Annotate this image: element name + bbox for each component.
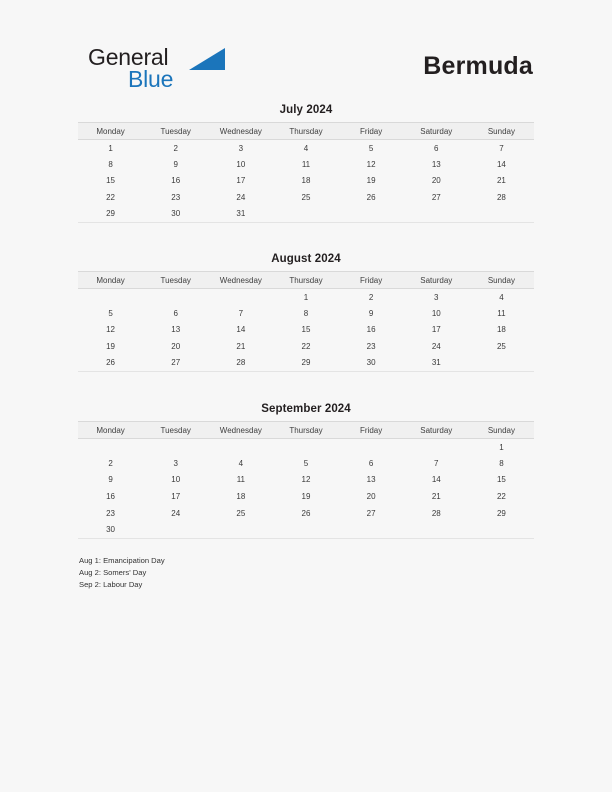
- calendar-week-row: [78, 439, 534, 456]
- calendar-day-cell[interactable]: 8: [499, 458, 504, 468]
- calendar-day-cell[interactable]: 10: [431, 308, 441, 318]
- calendar-body: [78, 140, 534, 223]
- calendar-day-cell[interactable]: 16: [171, 176, 181, 186]
- calendar-day-cell[interactable]: 2: [108, 458, 113, 468]
- calendar-day-empty: [404, 439, 469, 456]
- calendar-day-cell[interactable]: 7: [499, 143, 504, 153]
- calendar-day-cell[interactable]: 19: [106, 342, 116, 352]
- calendar-day-cell[interactable]: 19: [301, 492, 311, 502]
- calendar-day-cell[interactable]: 15: [496, 475, 506, 485]
- calendar-day-cell[interactable]: 16: [106, 492, 116, 502]
- calendar-day-cell[interactable]: 18: [496, 325, 506, 335]
- calendar-day-cell[interactable]: 27: [143, 355, 208, 372]
- calendar-day-empty: [273, 521, 338, 538]
- calendar-day-cell[interactable]: 20: [171, 342, 181, 352]
- weekday-header-friday: Friday: [339, 422, 404, 439]
- calendar-table: [78, 421, 534, 539]
- calendar-day-empty: [143, 289, 208, 306]
- calendar-day-cell[interactable]: 26: [301, 508, 311, 518]
- calendar-day-cell[interactable]: 27: [366, 508, 376, 518]
- weekday-header-tuesday: Tuesday: [143, 272, 208, 289]
- weekday-header-wednesday: Wednesday: [208, 422, 273, 439]
- calendar-day-cell[interactable]: 4: [303, 143, 309, 153]
- calendar-day-cell[interactable]: 6: [173, 308, 178, 318]
- calendar-day-cell[interactable]: 30: [143, 206, 208, 223]
- calendar-day-cell[interactable]: 28: [496, 193, 506, 203]
- calendar-week-row: [78, 455, 534, 472]
- weekday-header-row: [78, 272, 534, 289]
- calendar-day-cell[interactable]: 26: [366, 193, 376, 203]
- calendar-day-cell[interactable]: 29: [78, 206, 143, 223]
- weekday-header-tuesday: Tuesday: [143, 422, 208, 439]
- calendar-head: [78, 123, 534, 140]
- calendar-head: [78, 422, 534, 439]
- logo-triangle-icon: [189, 48, 225, 70]
- weekday-header-thursday: Thursday: [273, 123, 338, 140]
- weekday-header-saturday: Saturday: [404, 422, 469, 439]
- calendar-day-cell[interactable]: 9: [173, 159, 178, 169]
- weekday-header-wednesday: Wednesday: [208, 272, 273, 289]
- calendar-day-empty: [273, 206, 338, 223]
- calendar-day-cell[interactable]: 14: [496, 159, 506, 169]
- calendar-day-cell[interactable]: 24: [236, 193, 246, 203]
- calendar-day-cell[interactable]: 6: [368, 458, 374, 468]
- calendar-day-cell[interactable]: 13: [366, 475, 376, 485]
- calendar-week-row: [78, 338, 534, 355]
- calendar-week-row: [78, 488, 534, 505]
- weekday-header-saturday: Saturday: [404, 272, 469, 289]
- calendar-day-cell[interactable]: 18: [301, 176, 311, 186]
- calendar-day-cell[interactable]: 1: [303, 292, 309, 302]
- calendar-day-cell[interactable]: 29: [273, 355, 338, 372]
- calendar-day-cell[interactable]: 10: [236, 159, 246, 169]
- calendar-day-cell[interactable]: 28: [431, 508, 441, 518]
- calendar-day-cell[interactable]: 11: [497, 308, 506, 318]
- calendar-day-cell[interactable]: 25: [236, 508, 246, 518]
- calendar-day-empty: [469, 355, 534, 372]
- calendar-day-cell[interactable]: 28: [208, 355, 273, 372]
- calendar-week-row: [78, 305, 534, 322]
- calendar-day-empty: [339, 521, 404, 538]
- calendar-week-row: [78, 173, 534, 190]
- month-block-july: [78, 104, 534, 223]
- calendar-day-empty: [339, 439, 404, 456]
- calendar-day-cell[interactable]: 3: [238, 143, 244, 153]
- calendar-week-row: [78, 505, 534, 522]
- calendar-day-cell[interactable]: 23: [106, 508, 116, 518]
- calendar-table: [78, 122, 534, 223]
- calendar-day-cell[interactable]: 1: [499, 442, 504, 452]
- calendar-day-cell[interactable]: 6: [434, 143, 439, 153]
- month-block-september: [78, 403, 534, 539]
- weekday-header-friday: Friday: [339, 123, 404, 140]
- weekday-header-sunday: Sunday: [469, 272, 534, 289]
- calendar-day-cell[interactable]: 24: [431, 342, 441, 352]
- calendar-week-row: [78, 140, 534, 157]
- calendar-day-cell[interactable]: 12: [106, 325, 116, 335]
- calendar-day-cell[interactable]: 26: [78, 355, 143, 372]
- calendar-day-cell[interactable]: 21: [431, 492, 441, 502]
- calendar-day-cell[interactable]: 21: [496, 176, 506, 186]
- calendar-day-empty: [143, 521, 208, 538]
- calendar-day-cell[interactable]: 17: [171, 492, 181, 502]
- logo-text-blue: Blue: [128, 66, 174, 92]
- weekday-header-tuesday: Tuesday: [143, 123, 208, 140]
- calendar-day-cell[interactable]: 3: [434, 292, 439, 302]
- calendar-day-cell[interactable]: 30: [339, 355, 404, 372]
- weekday-header-friday: Friday: [339, 272, 404, 289]
- calendar-week-row: [78, 289, 534, 306]
- calendar-day-cell[interactable]: 13: [171, 325, 181, 335]
- calendar-day-cell[interactable]: 2: [173, 143, 178, 153]
- calendar-day-cell[interactable]: 20: [366, 492, 376, 502]
- calendar-day-cell[interactable]: 5: [368, 143, 374, 153]
- calendar-week-row: [78, 206, 534, 223]
- calendar-body: [78, 439, 534, 539]
- month-title: August 2024: [271, 253, 341, 265]
- calendar-table: [78, 271, 534, 372]
- weekday-header-sunday: Sunday: [469, 422, 534, 439]
- weekday-header-row: [78, 123, 534, 140]
- weekday-header-saturday: Saturday: [404, 123, 469, 140]
- calendar-day-cell[interactable]: 10: [171, 475, 181, 485]
- calendar-head: [78, 272, 534, 289]
- calendar-day-cell[interactable]: 5: [108, 308, 113, 318]
- calendar-day-cell[interactable]: 14: [236, 325, 246, 335]
- calendar-day-cell[interactable]: 18: [236, 492, 246, 502]
- calendar-day-cell[interactable]: 7: [238, 308, 244, 318]
- calendar-day-cell[interactable]: 7: [434, 458, 439, 468]
- calendar-day-cell[interactable]: 20: [431, 176, 441, 186]
- weekday-header-monday: Monday: [78, 123, 143, 140]
- calendar-day-cell[interactable]: 4: [238, 458, 244, 468]
- calendar-day-empty: [339, 206, 404, 223]
- calendar-day-empty: [78, 289, 143, 306]
- calendar-day-cell[interactable]: 25: [301, 193, 311, 203]
- calendar-week-row: [78, 355, 534, 372]
- calendar-day-cell[interactable]: 8: [108, 159, 113, 169]
- holiday-notes-list: [79, 555, 479, 592]
- calendar-day-empty: [404, 206, 469, 223]
- calendar-day-empty: [404, 521, 469, 538]
- month-title: July 2024: [279, 104, 333, 116]
- weekday-header-thursday: Thursday: [273, 422, 338, 439]
- calendar-body: [78, 289, 534, 372]
- calendar-day-cell[interactable]: 5: [303, 458, 309, 468]
- calendar-day-cell[interactable]: 22: [496, 492, 506, 502]
- calendar-day-cell[interactable]: 31: [404, 355, 469, 372]
- page-title: Bermuda: [423, 52, 533, 80]
- calendar-day-cell[interactable]: 21: [236, 342, 246, 352]
- weekday-header-wednesday: Wednesday: [208, 123, 273, 140]
- calendar-day-cell[interactable]: 15: [301, 325, 311, 335]
- calendar-day-cell[interactable]: 3: [173, 458, 178, 468]
- calendar-day-cell[interactable]: 15: [106, 176, 116, 186]
- weekday-header-thursday: Thursday: [273, 272, 338, 289]
- calendar-week-row: [78, 322, 534, 339]
- calendar-day-empty: [469, 521, 534, 538]
- holiday-note: Aug 1: Emancipation Day: [79, 556, 165, 565]
- holiday-note: Sep 2: Labour Day: [79, 580, 143, 590]
- general-blue-logo[interactable]: [88, 44, 268, 90]
- calendar-day-cell[interactable]: 14: [431, 475, 441, 485]
- calendar-week-row: [78, 156, 534, 173]
- calendar-day-cell[interactable]: 4: [499, 292, 504, 302]
- calendar-day-cell[interactable]: 29: [496, 508, 506, 518]
- weekday-header-monday: Monday: [78, 422, 143, 439]
- calendar-day-cell[interactable]: 1: [108, 143, 113, 153]
- calendar-day-empty: [143, 439, 208, 456]
- calendar-day-cell[interactable]: 24: [171, 508, 181, 518]
- calendar-day-cell[interactable]: 16: [366, 325, 376, 335]
- calendar-day-empty: [469, 206, 534, 223]
- calendar-day-cell[interactable]: 13: [431, 159, 441, 169]
- calendar-day-cell[interactable]: 25: [496, 342, 506, 352]
- calendar-day-cell[interactable]: 9: [368, 308, 374, 318]
- page-header: [0, 0, 612, 100]
- month-title: September 2024: [261, 403, 351, 415]
- calendar-week-row: [78, 472, 534, 489]
- calendar-day-cell[interactable]: 19: [366, 176, 376, 186]
- calendar-day-cell[interactable]: 12: [301, 475, 311, 485]
- calendar-day-cell[interactable]: 17: [431, 325, 441, 335]
- calendar-day-cell[interactable]: 31: [208, 206, 273, 223]
- calendar-day-empty: [208, 289, 273, 306]
- calendar-day-empty: [208, 521, 273, 538]
- calendar-day-empty: [208, 439, 273, 456]
- calendar-day-cell[interactable]: 2: [368, 292, 374, 302]
- calendar-day-cell[interactable]: 11: [236, 475, 245, 485]
- calendar-day-cell[interactable]: 9: [108, 475, 113, 485]
- weekday-header-row: [78, 422, 534, 439]
- weekday-header-sunday: Sunday: [469, 123, 534, 140]
- month-block-august: [78, 253, 534, 372]
- calendar-day-cell[interactable]: 22: [301, 342, 311, 352]
- calendar-day-cell[interactable]: 11: [301, 159, 311, 169]
- calendar-day-cell[interactable]: 23: [171, 193, 181, 203]
- logo-text-general: General: [88, 44, 169, 70]
- calendar-day-cell[interactable]: 8: [303, 308, 309, 318]
- calendar-day-cell[interactable]: 30: [78, 521, 143, 538]
- holiday-note: Aug 2: Somers' Day: [79, 568, 147, 578]
- calendar-day-cell[interactable]: 17: [236, 176, 246, 186]
- calendar-day-empty: [78, 439, 143, 456]
- weekday-header-monday: Monday: [78, 272, 143, 289]
- calendar-day-cell[interactable]: 27: [431, 193, 441, 203]
- calendar-day-cell[interactable]: 22: [106, 193, 116, 203]
- calendar-day-cell[interactable]: 12: [366, 159, 376, 169]
- calendar-day-empty: [273, 439, 338, 456]
- calendar-week-row: [78, 521, 534, 538]
- calendar-day-cell[interactable]: 23: [366, 342, 376, 352]
- calendar-week-row: [78, 189, 534, 206]
